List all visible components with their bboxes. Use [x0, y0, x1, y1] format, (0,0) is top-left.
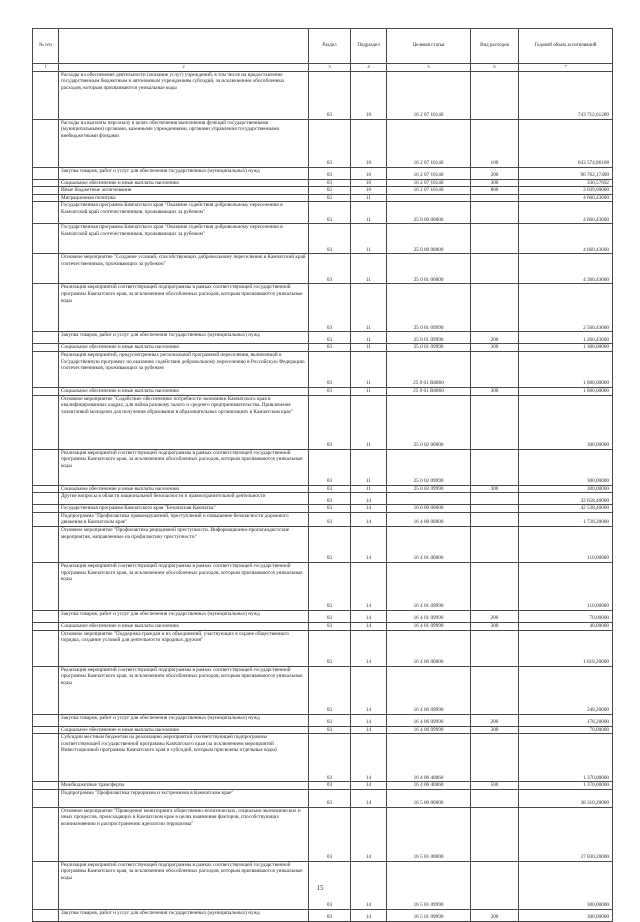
row-amount-cell: 248,20000: [519, 666, 613, 714]
row-statya-cell: 25 0 00 00000: [387, 224, 471, 254]
row-number-cell: [33, 224, 59, 254]
row-statya-cell: 16 4 01 09990: [387, 610, 471, 622]
row-razdel-cell: 03: [309, 630, 351, 666]
row-name-cell: Закупка товаров, работ и услуг для обеспечения государственных (муниципальных) нужд: [59, 610, 309, 622]
table-row: [33, 187, 613, 195]
row-razdel-cell: 03: [309, 449, 351, 485]
row-podrazdel-cell: 10: [351, 179, 387, 187]
row-statya-cell: 16 5 01 09990: [387, 909, 471, 921]
row-statya-cell: 25 0 01 09990: [387, 332, 471, 344]
row-name-cell: Социальное обеспечение и иные выплаты населению: [59, 726, 309, 734]
row-number-cell: [33, 351, 59, 387]
page-number: 15: [316, 884, 324, 892]
row-name-cell: Государственная программа Камчатского края "Безопасная Камчатка": [59, 505, 309, 513]
row-amount-cell: 643 574,86108: [519, 119, 613, 167]
row-vid-cell: [471, 254, 519, 284]
header-statya: Целевая статья: [387, 29, 471, 64]
table-row: [33, 254, 613, 284]
row-statya-cell: 16 5 01 09990: [387, 861, 471, 909]
row-razdel-cell: 03: [309, 119, 351, 167]
row-razdel-cell: 03: [309, 789, 351, 807]
table-row: [33, 526, 613, 562]
header-amount: Годовой объем ассигнований: [519, 29, 613, 64]
row-podrazdel-cell: 11: [351, 449, 387, 485]
row-statya-cell: 16 2 07 10140: [387, 167, 471, 179]
row-podrazdel-cell: 11: [351, 254, 387, 284]
row-vid-cell: 200: [471, 909, 519, 921]
row-statya-cell: 16 4 06 40060: [387, 782, 471, 790]
row-vid-cell: 300: [471, 179, 519, 187]
table-row: [33, 610, 613, 622]
row-amount-cell: 300,00000: [519, 395, 613, 449]
row-amount-cell: 1 618,20000: [519, 630, 613, 666]
row-amount-cell: 300,00000: [519, 485, 613, 493]
row-amount-cell: 4 660,43600: [519, 194, 613, 202]
row-name-cell: Основное мероприятие "Содействие обеспечению потребности экономики Камчатского края в квалифицированных кадрах, для найма разовому залого и среднего предпринимательства. Привлечение талантливой молодежи для получения образования в образовательных организациях в Камчатском крае": [59, 395, 309, 449]
row-number-cell: [33, 734, 59, 782]
column-number: 4: [351, 64, 387, 72]
row-name-cell: Межбюджетные трансферты: [59, 782, 309, 790]
row-razdel-cell: 03: [309, 332, 351, 344]
table-row: [33, 387, 613, 395]
row-razdel-cell: 03: [309, 726, 351, 734]
row-vid-cell: [471, 202, 519, 224]
row-vid-cell: [471, 789, 519, 807]
row-amount-cell: 1 370,00000: [519, 782, 613, 790]
row-amount-cell: 70,00000: [519, 726, 613, 734]
row-number-cell: [33, 666, 59, 714]
row-vid-cell: 300: [471, 387, 519, 395]
row-vid-cell: [471, 630, 519, 666]
table-row: [33, 807, 613, 861]
row-statya-cell: 25 0 01 09990: [387, 284, 471, 332]
row-podrazdel-cell: 14: [351, 807, 387, 861]
row-name-cell: Социальное обеспечение и иные выплаты населению: [59, 485, 309, 493]
row-statya-cell: 25 0 02 09990: [387, 449, 471, 485]
column-number: 6: [471, 64, 519, 72]
row-razdel-cell: 03: [309, 782, 351, 790]
column-number: 5: [387, 64, 471, 72]
row-number-cell: [33, 395, 59, 449]
row-podrazdel-cell: 11: [351, 224, 387, 254]
row-vid-cell: [471, 224, 519, 254]
header-podrazdel: Подраздел: [351, 29, 387, 64]
row-podrazdel-cell: 11: [351, 332, 387, 344]
row-amount-cell: 37 030,20000: [519, 807, 613, 861]
table-row: [33, 202, 613, 224]
row-name-cell: Другие вопросы в области национальной безопасности и правоохранительной деятельности: [59, 493, 309, 505]
budget-sheet: [32, 28, 612, 922]
row-podrazdel-cell: 11: [351, 202, 387, 224]
table-row: [33, 71, 613, 119]
row-number-cell: [33, 179, 59, 187]
table-row: [33, 562, 613, 610]
row-number-cell: [33, 332, 59, 344]
column-number: 1: [33, 64, 59, 72]
row-podrazdel-cell: 14: [351, 622, 387, 630]
table-row: [33, 194, 613, 202]
row-statya-cell: 16 4 01 00000: [387, 526, 471, 562]
table-row: [33, 726, 613, 734]
table-row: [33, 714, 613, 726]
table-row: [33, 332, 613, 344]
row-name-cell: Реализация мероприятий соответствующей подпрограммы в рамках соответствующей государственной программы Камчатского края, за исключением обособленных расходов, которым присваиваются уникальные коды: [59, 861, 309, 909]
row-podrazdel-cell: 10: [351, 167, 387, 179]
row-vid-cell: 500: [471, 782, 519, 790]
row-amount-cell: 336,57692: [519, 179, 613, 187]
row-number-cell: [33, 630, 59, 666]
table-row: [33, 505, 613, 513]
row-vid-cell: 300: [471, 622, 519, 630]
row-name-cell: Закупка товаров, работ и услуг для обеспечения государственных (муниципальных) нужд: [59, 332, 309, 344]
row-number-cell: [33, 789, 59, 807]
row-vid-cell: [471, 526, 519, 562]
row-number-cell: [33, 526, 59, 562]
row-statya-cell: 25 0 01 00000: [387, 254, 471, 284]
row-razdel-cell: 03: [309, 194, 351, 202]
table-row: [33, 622, 613, 630]
row-vid-cell: [471, 284, 519, 332]
row-statya-cell: 16 4 06 09990: [387, 726, 471, 734]
row-amount-cell: 1 260,43600: [519, 332, 613, 344]
row-razdel-cell: 03: [309, 485, 351, 493]
header-vid: Вид расходов: [471, 29, 519, 64]
table-row: [33, 395, 613, 449]
table-row: [33, 449, 613, 485]
row-name-cell: Социальное обеспечение и иные выплаты населению: [59, 387, 309, 395]
row-amount-cell: 300,00000: [519, 861, 613, 909]
row-amount-cell: 4 660,43600: [519, 224, 613, 254]
table-row: [33, 734, 613, 782]
row-number-cell: [33, 562, 59, 610]
row-amount-cell: 4 360,43600: [519, 254, 613, 284]
row-razdel-cell: 03: [309, 807, 351, 861]
row-number-cell: [33, 187, 59, 195]
row-razdel-cell: 03: [309, 666, 351, 714]
row-name-cell: Расходы на выплаты персоналу в целях обеспечения выполнения функций государственными (муниципальными) органами, казенными учреждениями, органами управления государственными внебюджетными фондами: [59, 119, 309, 167]
row-amount-cell: 110,00000: [519, 562, 613, 610]
table-row: [33, 909, 613, 921]
table-row: [33, 224, 613, 254]
row-name-cell: Закупка товаров, работ и услуг для обеспечения государственных (муниципальных) нужд: [59, 714, 309, 726]
row-vid-cell: 300: [471, 485, 519, 493]
row-number-cell: [33, 782, 59, 790]
column-number-row: [33, 64, 613, 72]
row-podrazdel-cell: 14: [351, 526, 387, 562]
row-name-cell: Реализация мероприятий соответствующей подпрограммы в рамках соответствующей государственной программы Камчатского края, за исключением обособленных расходов, которым присваиваются уникальные коды: [59, 666, 309, 714]
row-amount-cell: 1 370,00000: [519, 734, 613, 782]
row-vid-cell: [471, 562, 519, 610]
table-row: [33, 179, 613, 187]
table-row: [33, 512, 613, 526]
row-razdel-cell: 03: [309, 622, 351, 630]
row-amount-cell: 1 728,20000: [519, 512, 613, 526]
row-podrazdel-cell: 11: [351, 351, 387, 387]
row-statya-cell: 25 0 02 00000: [387, 395, 471, 449]
table-row: [33, 351, 613, 387]
row-razdel-cell: 03: [309, 224, 351, 254]
row-number-cell: [33, 202, 59, 224]
row-number-cell: [33, 622, 59, 630]
table-row: [33, 119, 613, 167]
row-podrazdel-cell: 11: [351, 485, 387, 493]
row-vid-cell: [471, 395, 519, 449]
row-podrazdel-cell: 14: [351, 861, 387, 909]
row-name-cell: Расходы на обеспечение деятельности (оказание услуг) учреждений, в том числе на предоставление государственным бюджетным и автономным учреждениям субсидий, за исключением обособленных расходов, которым присваиваются уникальные коды: [59, 71, 309, 119]
row-name-cell: Реализация мероприятий соответствующей подпрограммы в рамках соответствующей государственной программы Камчатского края, за исключением обособленных расходов, которым присваиваются уникальные коды: [59, 284, 309, 332]
row-podrazdel-cell: 14: [351, 562, 387, 610]
row-name-cell: Реализация мероприятий, предусмотренных региональной программой переселения, включенной в Государственную программу по оказанию содействия добровольному переселению в Российскую Федерацию соотечественников, проживающих за рубежом: [59, 351, 309, 387]
row-number-cell: [33, 387, 59, 395]
row-vid-cell: [471, 71, 519, 119]
row-amount-cell: 178,20000: [519, 714, 613, 726]
row-name-cell: Основное мероприятие "Профилактика рецидивной преступности. Информационно-пропагандистские мероприятия, направленные на профилактику преступности": [59, 526, 309, 562]
table-row: [33, 782, 613, 790]
row-statya-cell: [387, 194, 471, 202]
row-podrazdel-cell: 11: [351, 194, 387, 202]
row-amount-cell: 1 300,00000: [519, 344, 613, 352]
table-row: [33, 284, 613, 332]
row-name-cell: Подпрограмма "Профилактика терроризма и экстремизма в Камчатском крае": [59, 789, 309, 807]
row-razdel-cell: 03: [309, 71, 351, 119]
table-header-row: [33, 29, 613, 64]
row-number-cell: [33, 807, 59, 861]
row-amount-cell: 1 800,00000: [519, 387, 613, 395]
row-vid-cell: [471, 666, 519, 714]
row-statya-cell: 16 5 01 00000: [387, 807, 471, 861]
row-number-cell: [33, 449, 59, 485]
row-number-cell: [33, 610, 59, 622]
row-amount-cell: 300,00000: [519, 449, 613, 485]
row-name-cell: Основное мероприятие "Проведение мониторинга общественно-политических, социально-экономических и иных процессов, происходящих в Камчатском крае в целях выявления факторов, способствующих возникновению и распространению идеологии терроризма": [59, 807, 309, 861]
row-vid-cell: 200: [471, 714, 519, 726]
row-amount-cell: 96 762,17400: [519, 167, 613, 179]
row-statya-cell: 16 2 07 10140: [387, 119, 471, 167]
row-statya-cell: 16 5 00 00000: [387, 789, 471, 807]
header-name: [59, 29, 309, 64]
row-podrazdel-cell: 14: [351, 512, 387, 526]
row-vid-cell: [471, 449, 519, 485]
row-number-cell: [33, 167, 59, 179]
row-razdel-cell: 03: [309, 344, 351, 352]
row-podrazdel-cell: 10: [351, 119, 387, 167]
row-vid-cell: [471, 493, 519, 505]
row-name-cell: Государственная программа Камчатского края "Оказание содействия добровольному переселению в Камчатский край соотечественников, проживающих за рубежом": [59, 224, 309, 254]
row-amount-cell: 110,00000: [519, 526, 613, 562]
table-body: [33, 71, 613, 921]
row-podrazdel-cell: 14: [351, 714, 387, 726]
row-amount-cell: 743 712,61200: [519, 71, 613, 119]
row-amount-cell: 42 658,40000: [519, 493, 613, 505]
row-number-cell: [33, 254, 59, 284]
row-statya-cell: 25 0 02 09990: [387, 485, 471, 493]
row-razdel-cell: 03: [309, 493, 351, 505]
table-row: [33, 666, 613, 714]
header-razdel: Раздел: [309, 29, 351, 64]
row-name-cell: Социальное обеспечение и иные выплаты населению: [59, 179, 309, 187]
table-row: [33, 485, 613, 493]
row-number-cell: [33, 512, 59, 526]
row-vid-cell: [471, 194, 519, 202]
table-row: [33, 789, 613, 807]
row-vid-cell: 200: [471, 610, 519, 622]
row-podrazdel-cell: 11: [351, 387, 387, 395]
row-number-cell: [33, 119, 59, 167]
row-statya-cell: 16 2 07 10140: [387, 179, 471, 187]
row-razdel-cell: 03: [309, 562, 351, 610]
row-statya-cell: 16 4 01 09990: [387, 622, 471, 630]
row-statya-cell: 16 4 06 00000: [387, 630, 471, 666]
row-amount-cell: 40,00000: [519, 622, 613, 630]
row-podrazdel-cell: 10: [351, 187, 387, 195]
row-razdel-cell: 03: [309, 909, 351, 921]
row-name-cell: Государственная программа Камчатского края "Оказание содействия добровольному переселению в Камчатский край соотечественников, проживающих за рубежом": [59, 202, 309, 224]
row-vid-cell: 300: [471, 344, 519, 352]
row-statya-cell: 16 4 06 09990: [387, 666, 471, 714]
row-razdel-cell: 03: [309, 167, 351, 179]
row-podrazdel-cell: 14: [351, 666, 387, 714]
row-name-cell: Закупка товаров, работ и услуг для обеспечения государственных (муниципальных) нужд: [59, 909, 309, 921]
row-name-cell: Иные бюджетные ассигнования: [59, 187, 309, 195]
row-vid-cell: [471, 734, 519, 782]
row-amount-cell: 3 039,00000: [519, 187, 613, 195]
row-podrazdel-cell: 11: [351, 395, 387, 449]
table-row: [33, 493, 613, 505]
row-number-cell: [33, 284, 59, 332]
row-amount-cell: 70,00000: [519, 610, 613, 622]
row-razdel-cell: 03: [309, 202, 351, 224]
row-razdel-cell: 03: [309, 351, 351, 387]
row-name-cell: Миграционная политика: [59, 194, 309, 202]
row-vid-cell: [471, 351, 519, 387]
row-razdel-cell: 03: [309, 512, 351, 526]
row-statya-cell: 25 0 01 R0860: [387, 351, 471, 387]
row-razdel-cell: 03: [309, 284, 351, 332]
row-razdel-cell: 03: [309, 861, 351, 909]
row-statya-cell: 25 0 00 00000: [387, 202, 471, 224]
row-statya-cell: 16 4 06 09990: [387, 714, 471, 726]
row-razdel-cell: 03: [309, 714, 351, 726]
row-name-cell: Субсидии местным бюджетам на реализацию мероприятий соответствующей подпрограммы соответствующей государственной программы Камчатского края (за исключением мероприятий Инвестиционной программы Камчатского края и субсидий, которым присвоены отдельные коды): [59, 734, 309, 782]
row-number-cell: [33, 194, 59, 202]
row-podrazdel-cell: 14: [351, 610, 387, 622]
row-name-cell: Подпрограмма "Профилактика правонарушений, преступлений и повышение безопасности дорожного движения в Камчатском крае": [59, 512, 309, 526]
row-number-cell: [33, 71, 59, 119]
row-podrazdel-cell: 11: [351, 344, 387, 352]
row-razdel-cell: 03: [309, 387, 351, 395]
row-statya-cell: 25 0 01 09990: [387, 344, 471, 352]
row-name-cell: Реализация мероприятий соответствующей подпрограммы в рамках соответствующей государственной программы Камчатского края, за исключением обособленных расходов, которым присваиваются уникальные коды: [59, 449, 309, 485]
row-amount-cell: 2 560,43600: [519, 284, 613, 332]
column-number: 7: [519, 64, 613, 72]
row-razdel-cell: 03: [309, 526, 351, 562]
table-row: [33, 167, 613, 179]
row-podrazdel-cell: 14: [351, 630, 387, 666]
row-number-cell: [33, 493, 59, 505]
row-podrazdel-cell: 14: [351, 493, 387, 505]
row-amount-cell: 300,00000: [519, 909, 613, 921]
row-statya-cell: [387, 493, 471, 505]
row-razdel-cell: 03: [309, 734, 351, 782]
row-podrazdel-cell: 11: [351, 284, 387, 332]
row-amount-cell: 1 800,00000: [519, 351, 613, 387]
row-number-cell: [33, 344, 59, 352]
row-razdel-cell: 03: [309, 254, 351, 284]
row-name-cell: Основное мероприятие "Поддержка граждан и их объединений, участвующих в охране общественного порядка, создание условий для деятельности народных дружин": [59, 630, 309, 666]
row-vid-cell: [471, 807, 519, 861]
row-amount-cell: 4 660,43600: [519, 202, 613, 224]
row-razdel-cell: 03: [309, 395, 351, 449]
row-number-cell: [33, 485, 59, 493]
row-razdel-cell: 03: [309, 610, 351, 622]
row-podrazdel-cell: 14: [351, 789, 387, 807]
header-number: № п/п: [33, 29, 59, 64]
column-number: 3: [309, 64, 351, 72]
row-podrazdel-cell: 10: [351, 71, 387, 119]
row-statya-cell: 16 0 00 00000: [387, 505, 471, 513]
row-number-cell: [33, 726, 59, 734]
row-number-cell: [33, 505, 59, 513]
row-statya-cell: 25 0 01 R0860: [387, 387, 471, 395]
row-podrazdel-cell: 14: [351, 782, 387, 790]
row-statya-cell: 16 2 07 10140: [387, 187, 471, 195]
row-vid-cell: [471, 505, 519, 513]
row-number-cell: [33, 714, 59, 726]
row-razdel-cell: 03: [309, 179, 351, 187]
row-vid-cell: 100: [471, 119, 519, 167]
row-statya-cell: 16 4 06 40060: [387, 734, 471, 782]
row-vid-cell: 300: [471, 726, 519, 734]
row-name-cell: Основное мероприятие "Создание условий, способствующих добровольному переселению в Камчатский край соотечественников, проживающих за рубежом": [59, 254, 309, 284]
row-amount-cell: 38 310,20000: [519, 789, 613, 807]
table-row: [33, 344, 613, 352]
row-vid-cell: 200: [471, 332, 519, 344]
row-number-cell: [33, 909, 59, 921]
row-vid-cell: 800: [471, 187, 519, 195]
row-statya-cell: 16 2 07 10140: [387, 71, 471, 119]
row-name-cell: Социальное обеспечение и иные выплаты населению: [59, 344, 309, 352]
row-podrazdel-cell: 14: [351, 734, 387, 782]
row-name-cell: Закупка товаров, работ и услуг для обеспечения государственных (муниципальных) нужд: [59, 167, 309, 179]
row-name-cell: Реализация мероприятий соответствующей подпрограммы в рамках соответствующей государственной программы Камчатского края, за исключением обособленных расходов, которым присваиваются уникальные коды: [59, 562, 309, 610]
row-podrazdel-cell: 14: [351, 909, 387, 921]
column-number: 2: [59, 64, 309, 72]
row-vid-cell: [471, 512, 519, 526]
table-row: [33, 630, 613, 666]
row-razdel-cell: 03: [309, 505, 351, 513]
row-amount-cell: 42 538,40000: [519, 505, 613, 513]
row-statya-cell: 16 4 01 09990: [387, 562, 471, 610]
row-vid-cell: 200: [471, 167, 519, 179]
row-statya-cell: 16 4 00 00000: [387, 512, 471, 526]
row-name-cell: Социальное обеспечение и иные выплаты населению: [59, 622, 309, 630]
budget-table: [32, 28, 613, 922]
row-razdel-cell: 03: [309, 187, 351, 195]
row-podrazdel-cell: 14: [351, 726, 387, 734]
row-podrazdel-cell: 14: [351, 505, 387, 513]
